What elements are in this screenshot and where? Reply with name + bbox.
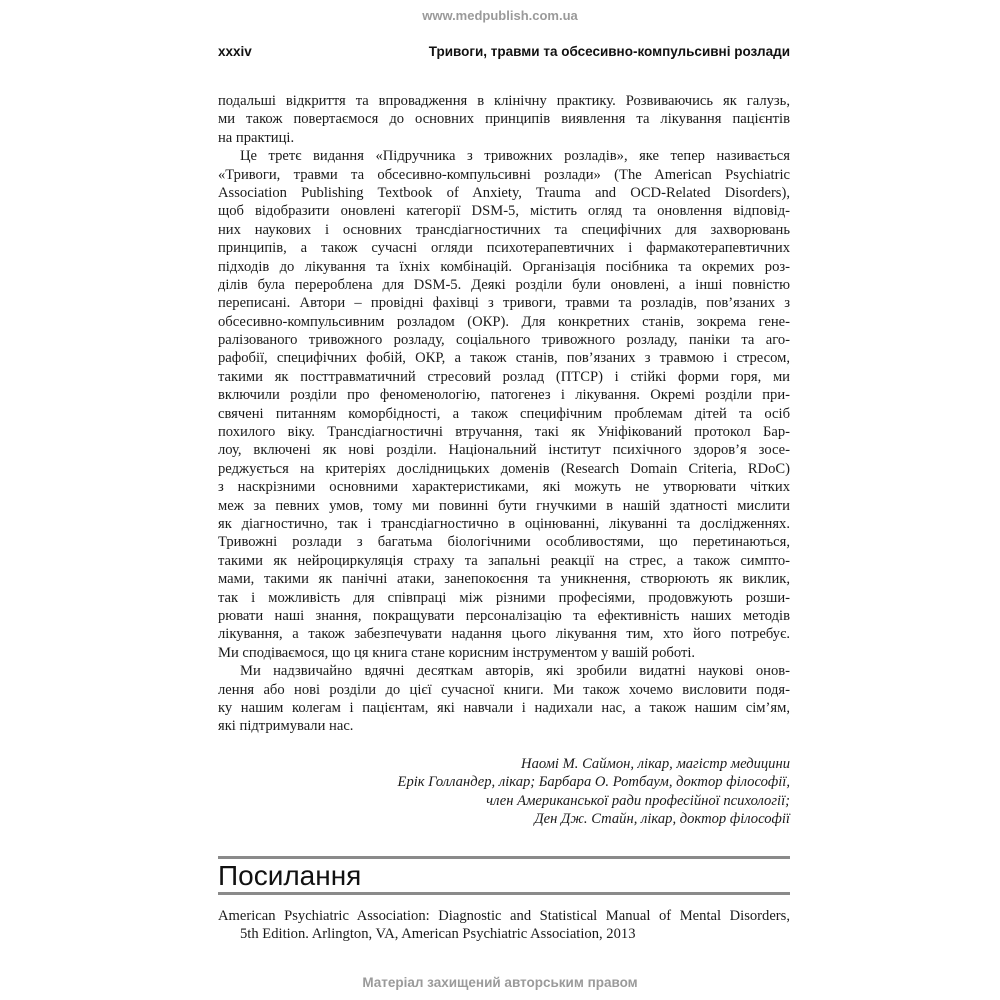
paragraph-line: лоу, включені як нові розділи. Національний інститут психічного здоров’я зосе-: [218, 442, 790, 459]
paragraph-line: рювати наші знання, покращувати персоналізацію та ефективність наших методів: [218, 607, 790, 624]
paragraph-line: ми також повертаємося до основних принципів виявлення та лікування пацієнтів: [218, 111, 790, 128]
paragraph-line: такими як нейроциркуляція страху та запальні реакції на стрес, а також симпто-: [218, 552, 790, 569]
paragraph-line: них наукових і основних трансдіагностичних та специфічних для захворювань: [218, 221, 790, 238]
section-rule-top: [218, 856, 790, 859]
copyright-watermark: Матеріал захищений авторським правом: [362, 975, 638, 990]
paragraph-line: рафобії, специфічних фобій, ОКР, а також станів, пов’язаних з травмою і стресом,: [218, 350, 790, 367]
paragraph-line: Association Publishing Textbook of Anxiety, Trauma and OCD-Related Disorders),: [218, 184, 790, 201]
paragraph-line: «Тривоги, травми та обсесивно-компульсивні розлади» (The American Psychiatric: [218, 166, 790, 183]
paragraph-line: включили розділи про феноменологію, патогенез і лікування. Окремі розділи при-: [218, 387, 790, 404]
reference-line: American Psychiatric Association: Diagnostic and Statistical Manual of Mental Disorders,: [218, 908, 790, 924]
paragraph-line: лікування, а також забезпечувати надання цього лікування тим, хто його потребує.: [218, 626, 790, 643]
paragraph-line: похилого віку. Трансдіагностичні втручання, такі як Уніфікований протокол Бар-: [218, 424, 790, 441]
paragraph-line: так і можливість для співпраці між різними професіями, продовжують розши-: [218, 589, 790, 606]
paragraph-line: як діагностично, так і трансдіагностично в оцінюванні, лікуванні та дослідженнях.: [218, 515, 790, 532]
paragraph-line: щоб відобразити оновлені категорії DSM-5, містить огляд та оновлення відповід-: [218, 203, 790, 220]
paragraph-line: подальші відкриття та впровадження в клінічну практику. Розвиваючись як галузь,: [218, 93, 790, 109]
paragraph-line: Це третє видання «Підручника з тривожних розладів», яке тепер називається: [240, 148, 790, 165]
signature-line: Наомі М. Саймон, лікар, магістр медицини: [521, 756, 790, 772]
references-list: [218, 907, 790, 944]
paragraph-line: підходів до лікування та їхніх комбінацій. Організація посібника та окремих роз-: [218, 258, 790, 275]
reference-line: 5th Edition. Arlington, VA, American Psychiatric Association, 2013: [240, 926, 636, 943]
running-title: Тривоги, травми та обсесивно-компульсивні розлади: [428, 44, 790, 59]
signatures: [218, 755, 790, 829]
paragraph-line: лення або нові розділи до цієї сучасної книги. Ми також хочемо висловити подя-: [218, 681, 790, 698]
paragraph-line: обсесивно-компульсивним розладом (ОКР). Для конкретних станів, зокрема гене-: [218, 313, 790, 330]
paragraph-line: меж за певних умов, тому ми повинні бути гнучкими в нашій здатності мислити: [218, 497, 790, 514]
paragraph-line: реджується на критеріях дослідницьких доменів (Research Domain Criteria, RDoC): [218, 460, 790, 477]
paragraph-line: які підтримували нас.: [218, 718, 354, 735]
paragraph-line: Ми надзвичайно вдячні десяткам авторів, які зробили видатні наукові онов-: [240, 663, 790, 680]
section-rule-bottom: [218, 892, 790, 895]
paragraph-line: такими як посттравматичний стресовий розлад (ПТСР) і стійкі форми горя, ми: [218, 368, 790, 385]
paragraph-line: з наскрізними основними характеристиками, які можуть не утворювати чітких: [218, 479, 790, 496]
paragraph-line: на практиці.: [218, 129, 295, 146]
paragraph-line: принципів, а також сучасні огляди психотерапевтичних і фармакотерапевтичних: [218, 240, 790, 257]
signature-line: член Американської ради професійної психології;: [486, 792, 790, 809]
paragraph-line: переписані. Автори – провідні фахівці з тривоги, травми та розладів, пов’язаних з: [218, 295, 790, 312]
paragraph-line: ралізованого тривожного розладу, соціального тривожного розладу, паніки та аго-: [218, 332, 790, 349]
references-heading: Посилання: [218, 860, 362, 891]
paragraph-line: ділів була перероблена для DSM-5. Деякі розділи були оновлені, а інші повністю: [218, 276, 790, 293]
page-number: xxxiv: [218, 44, 252, 59]
watermark-url: www.medpublish.com.ua: [422, 8, 578, 23]
paragraph-line: мами, такими як панічні атаки, занепокоєння та уникнення, створюють як виклик,: [218, 571, 790, 588]
paragraph-line: свячені питанням коморбідності, а також специфічним проблемам дітей та осіб: [218, 405, 790, 422]
signature-line: Ден Дж. Стайн, лікар, доктор філософії: [534, 811, 790, 828]
paragraph-line: ку нашим колегам і пацієнтам, які навчали і надихали нас, а також нашим сім’ям,: [218, 699, 790, 716]
paragraph-line: Тривожні розлади з багатьма біологічними особливостями, що перетинаються,: [218, 534, 790, 551]
signature-line: Ерік Голландер, лікар; Барбара О. Ротбаум, доктор філософії,: [397, 774, 790, 791]
body-text: [218, 92, 790, 736]
paragraph-line: Ми сподіваємося, що ця книга стане корисним інструментом у вашій роботі.: [218, 644, 696, 661]
